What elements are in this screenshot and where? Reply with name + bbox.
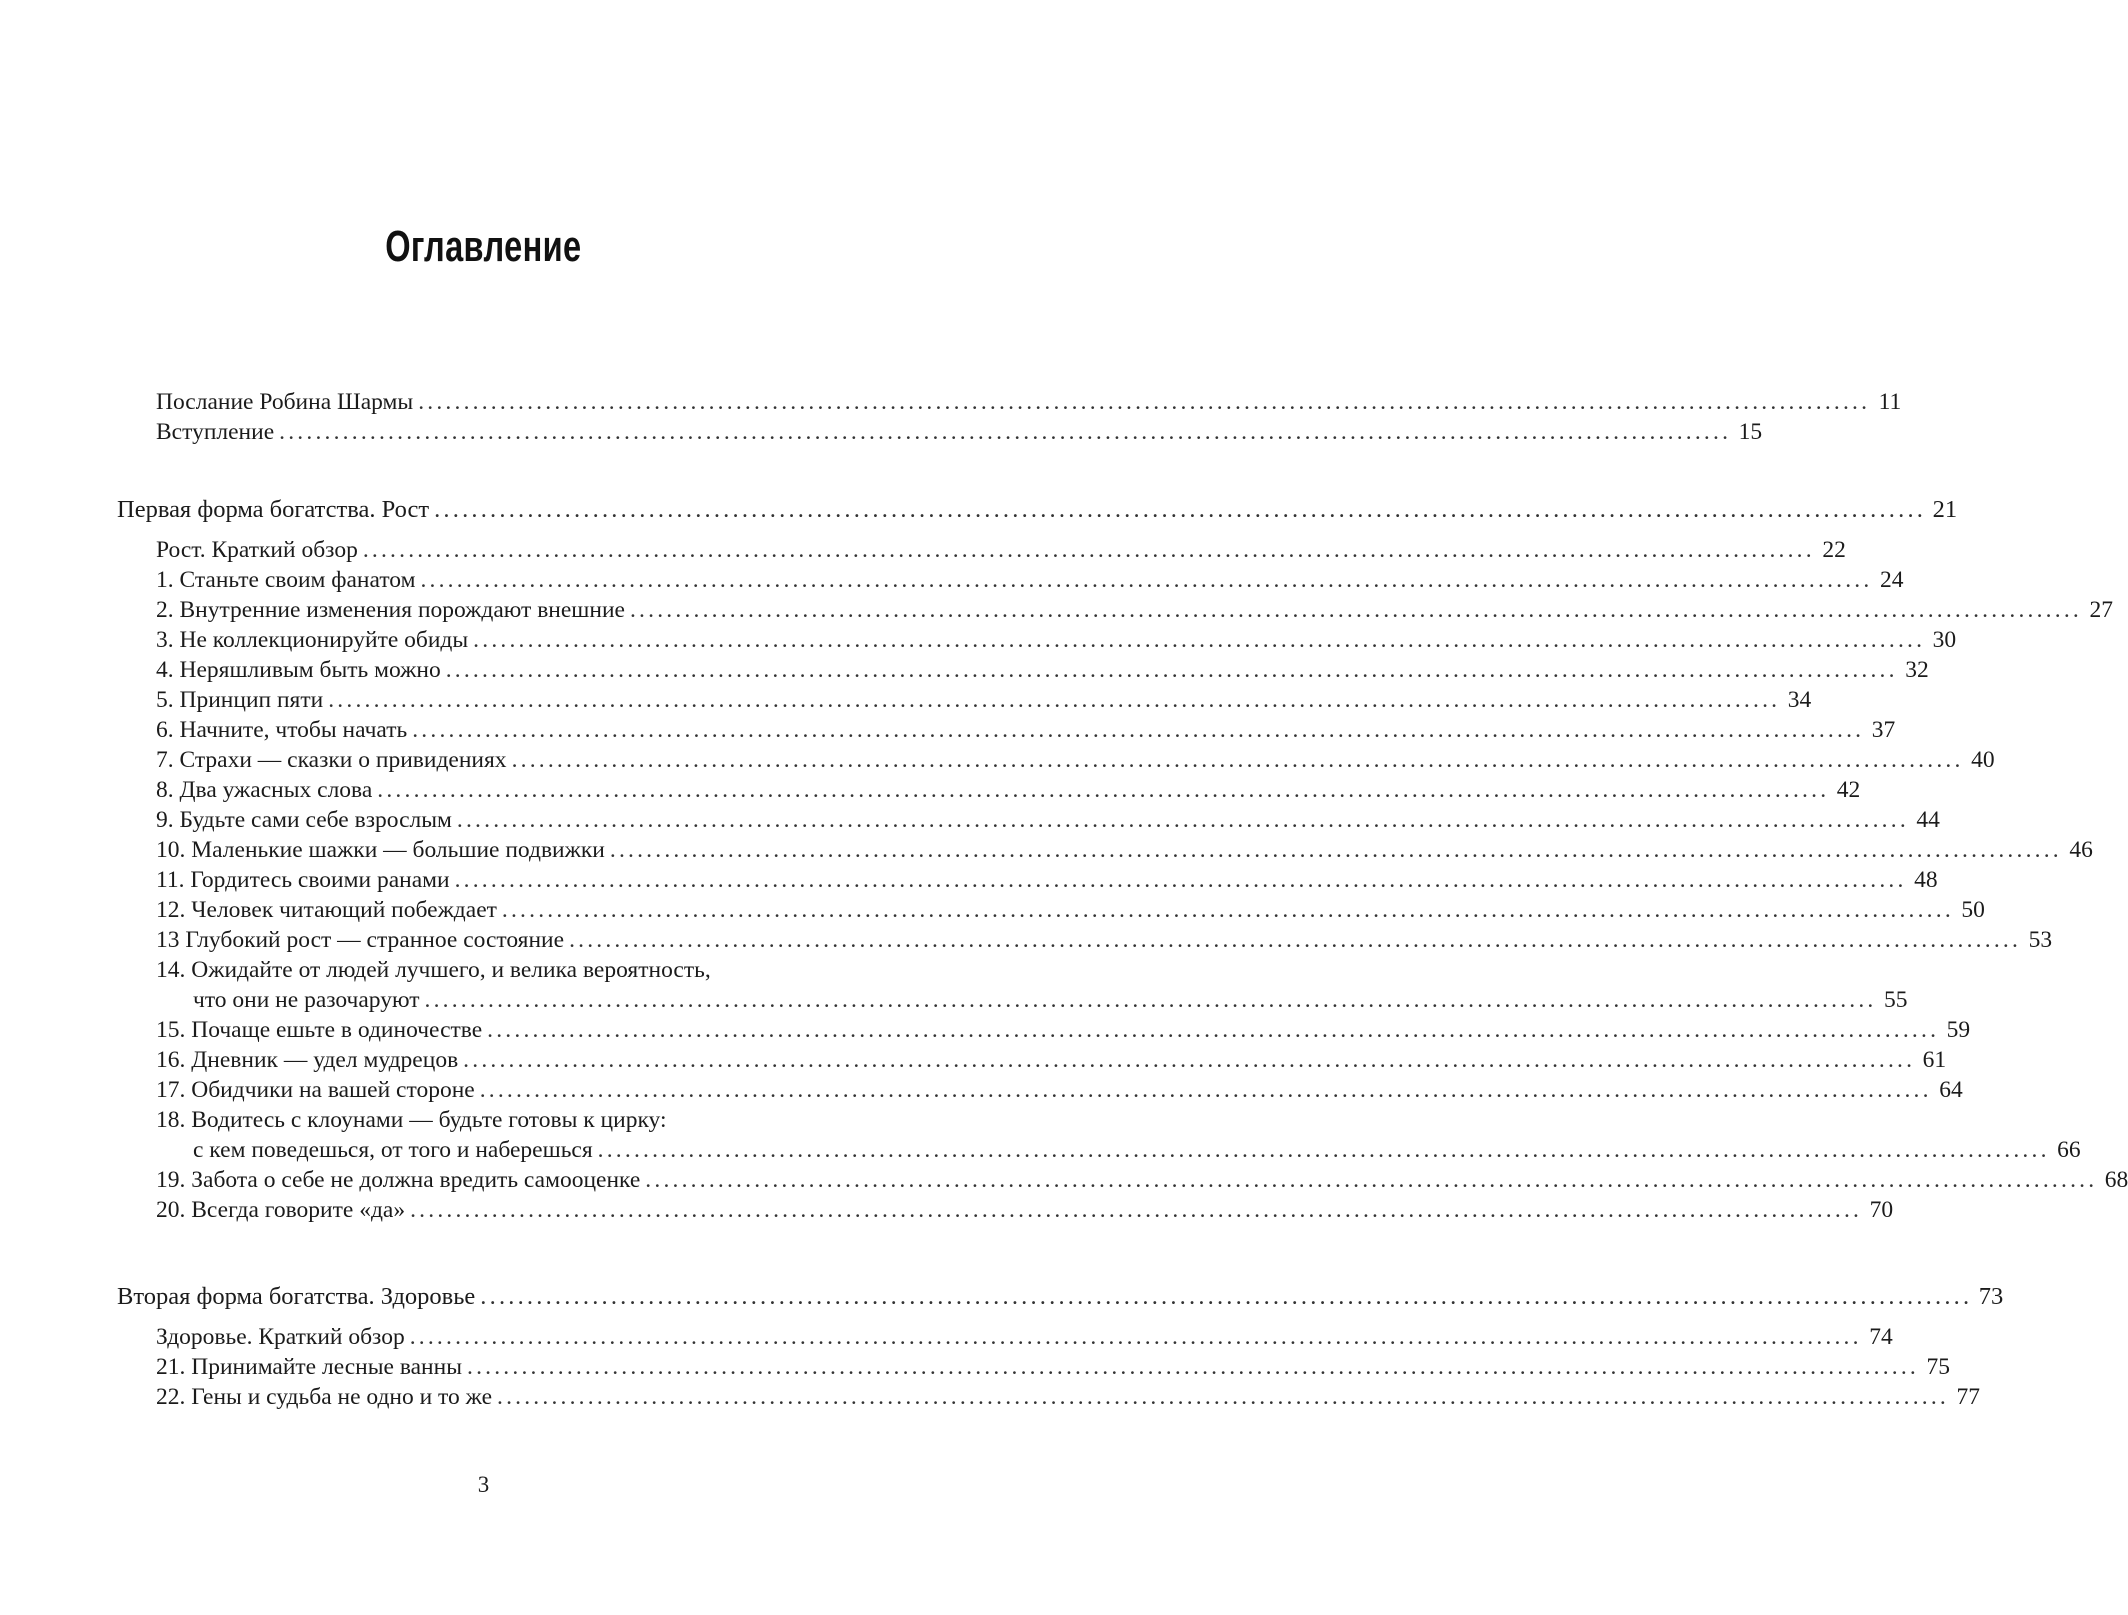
toc-entry-page: 48 xyxy=(1914,867,1938,893)
toc-entry-label: 10. Маленькие шажки — большие подвижки xyxy=(156,837,605,863)
toc-entry-multiline-first[interactable] xyxy=(156,1105,855,1135)
toc-entry-label: 20. Всегда говорите «да» xyxy=(156,1197,406,1223)
toc-entry[interactable] xyxy=(156,895,1985,925)
dot-leader: ................................................................................................................................................................ xyxy=(609,837,2062,863)
toc-entry-page: 70 xyxy=(1869,1197,1894,1223)
toc-entry-page: 68 xyxy=(2104,1167,2128,1193)
dot-leader: ................................................................................................................................................................ xyxy=(597,1137,2050,1163)
toc-entry[interactable] xyxy=(156,1322,1893,1352)
toc-entry-page: 37 xyxy=(1871,717,1896,743)
toc-entry-page: 61 xyxy=(1922,1047,1947,1073)
toc-entry-page: 46 xyxy=(2069,837,2093,863)
toc-entry-label: 14. Ожидайте от людей лучшего, и велика вероятность, xyxy=(156,957,711,983)
toc-part-heading-health[interactable] xyxy=(117,1282,2004,1312)
dot-leader: ................................................................................................................................................................ xyxy=(511,747,1964,773)
toc-entry-page: 15 xyxy=(1738,419,1763,445)
toc-entry-label: 2. Внутренние изменения порождают внешние xyxy=(156,597,625,623)
toc-entry-label: 4. Неряшливым быть можно xyxy=(156,657,441,683)
toc-entry-multiline-continuation[interactable] xyxy=(193,1135,2081,1165)
toc-entry-page: 77 xyxy=(1956,1384,1980,1410)
dot-leader: ................................................................................................................................................................ xyxy=(467,1354,1919,1380)
dot-leader: ................................................................................................................................................................ xyxy=(412,717,1865,743)
toc-entry-page: 75 xyxy=(1926,1354,1950,1380)
toc-entry[interactable] xyxy=(156,625,1957,655)
toc-entry-page: 44 xyxy=(1916,807,1940,833)
toc-entry-page: 32 xyxy=(1905,657,1929,683)
dot-leader: ................................................................................................................................................................ xyxy=(418,389,1871,415)
dot-leader: ................................................................................................................................................................ xyxy=(473,627,1926,653)
page-title: Оглавление xyxy=(385,222,582,271)
toc-entry-multiline-first[interactable] xyxy=(156,955,855,985)
toc-entry-page: 30 xyxy=(1932,627,1957,653)
toc-entry[interactable] xyxy=(156,1382,1980,1412)
toc-entry-label: Здоровье. Краткий обзор xyxy=(156,1324,405,1350)
toc-entry-page: 64 xyxy=(1939,1077,1963,1103)
toc-entry-label: 19. Забота о себе не должна вредить самооценке xyxy=(156,1167,641,1193)
toc-entry-label: 21. Принимайте лесные ванны xyxy=(156,1354,462,1380)
toc-entry-page: 27 xyxy=(2089,597,2113,623)
toc-part-page: 73 xyxy=(1978,1283,2004,1310)
toc-entry[interactable] xyxy=(156,535,1846,565)
toc-entry-page: 34 xyxy=(1787,687,1812,713)
toc-entry[interactable] xyxy=(156,865,1938,895)
dot-leader: ................................................................................................................................................................ xyxy=(487,1017,1940,1043)
toc-entry-label: 13 Глубокий рост — странное состояние xyxy=(156,927,565,953)
toc-entry-page: 40 xyxy=(1971,747,1995,773)
toc-entry-label: 12. Человек читающий побеждает xyxy=(156,897,497,923)
toc-entry[interactable] xyxy=(156,685,1812,715)
dot-leader: ................................................................................................................................................................ xyxy=(279,419,1732,445)
toc-entry-label: Рост. Краткий обзор xyxy=(156,537,358,563)
toc-entry-label: Послание Робина Шармы xyxy=(156,389,414,415)
toc-entry-label: 7. Страхи — сказки о привидениях xyxy=(156,747,507,773)
toc-entry-label-continuation: с кем поведешься, от того и наберешься xyxy=(193,1137,593,1163)
toc-entry[interactable] xyxy=(156,1045,1947,1075)
toc-part-heading-growth[interactable] xyxy=(117,495,1958,525)
toc-entry[interactable] xyxy=(156,565,1904,595)
toc-entry[interactable] xyxy=(156,925,2053,955)
dot-leader: ................................................................................................................................................................ xyxy=(497,1384,1949,1410)
toc-entry-page: 24 xyxy=(1879,567,1904,593)
dot-leader: ................................................................................................................................................................ xyxy=(328,687,1781,713)
dot-leader: ................................................................................................................................................................ xyxy=(456,807,1909,833)
toc-entry-page: 53 xyxy=(2028,927,2053,953)
page-number: 3 xyxy=(477,1472,490,1497)
toc-entry-page: 66 xyxy=(2057,1137,2081,1163)
dot-leader: ................................................................................................................................................................ xyxy=(454,867,1907,893)
toc-entry[interactable] xyxy=(156,1075,1963,1105)
toc-entry-robin-message[interactable] xyxy=(156,387,1902,417)
dot-leader: ................................................................................................................................................................ xyxy=(445,657,1898,683)
toc-entry-multiline-continuation[interactable] xyxy=(193,985,1908,1015)
toc-entry-page: 11 xyxy=(1878,389,1902,415)
toc-entry-label: 5. Принцип пяти xyxy=(156,687,324,713)
toc-entry[interactable] xyxy=(156,1352,1950,1382)
toc-entry-label: 16. Дневник — удел мудрецов xyxy=(156,1047,459,1073)
dot-leader: ................................................................................................................................................................ xyxy=(479,1077,1932,1103)
dot-leader: ................................................................................................................................................................ xyxy=(409,1324,1862,1350)
toc-entry-page: 74 xyxy=(1869,1324,1893,1350)
toc-entry-page: 22 xyxy=(1822,537,1846,563)
toc-part-label: Вторая форма богатства. Здоровье xyxy=(117,1283,476,1310)
toc-entry-label: 3. Не коллекционируйте обиды xyxy=(156,627,469,653)
toc-part-label: Первая форма богатства. Рост xyxy=(117,496,430,523)
toc-entry-page: 50 xyxy=(1961,897,1985,923)
toc-entry[interactable] xyxy=(156,1195,1894,1225)
toc-part-page: 21 xyxy=(1932,496,1958,523)
dot-leader: ................................................................................................................................................................ xyxy=(480,1283,1973,1310)
toc-entry-label: 22. Гены и судьба не одно и то же xyxy=(156,1384,492,1410)
toc-entry-introduction[interactable] xyxy=(156,417,1763,447)
toc-entry-label: 6. Начните, чтобы начать xyxy=(156,717,408,743)
dot-leader: ................................................................................................................................................................ xyxy=(463,1047,1916,1073)
toc-entry[interactable] xyxy=(156,595,2113,625)
toc-entry-label: 17. Обидчики на вашей стороне xyxy=(156,1077,475,1103)
dot-leader: ................................................................................................................................................................ xyxy=(501,897,1954,923)
toc-entry[interactable] xyxy=(156,805,1940,835)
toc-entry-label: 11. Гордитесь своими ранами xyxy=(156,867,450,893)
toc-entry-label: 15. Почаще ешьте в одиночестве xyxy=(156,1017,483,1043)
toc-entry-label: 18. Водитесь с клоунами — будьте готовы к цирку: xyxy=(156,1107,667,1133)
toc-entry-page: 59 xyxy=(1946,1017,1971,1043)
dot-leader: ................................................................................................................................................................ xyxy=(424,987,1877,1013)
dot-leader: ................................................................................................................................................................ xyxy=(420,567,1873,593)
toc-entry[interactable] xyxy=(156,1015,1971,1045)
toc-entry[interactable] xyxy=(156,835,2093,865)
toc-entry-label: 9. Будьте сами себе взрослым xyxy=(156,807,452,833)
toc-entry[interactable] xyxy=(156,775,1861,805)
toc-entry-label-continuation: что они не разочаруют xyxy=(193,987,420,1013)
toc-entry[interactable] xyxy=(156,1165,2128,1195)
dot-leader: ................................................................................................................................................................ xyxy=(569,927,2022,953)
toc-entry[interactable] xyxy=(156,715,1896,745)
toc-entry-page: 55 xyxy=(1884,987,1908,1013)
toc-entry-label: Вступление xyxy=(156,419,275,445)
toc-entry-label: 1. Станьте своим фанатом xyxy=(156,567,416,593)
toc-entry-label: 8. Два ужасных слова xyxy=(156,777,373,803)
toc-entry-page: 42 xyxy=(1836,777,1861,803)
dot-leader: ................................................................................................................................................................ xyxy=(362,537,1815,563)
dot-leader: ................................................................................................................................................................ xyxy=(410,1197,1863,1223)
toc-entry[interactable] xyxy=(156,655,1929,685)
dot-leader: ................................................................................................................................................................ xyxy=(377,777,1830,803)
dot-leader: ................................................................................................................................................................ xyxy=(645,1167,2098,1193)
toc-entry[interactable] xyxy=(156,745,1995,775)
dot-leader: ................................................................................................................................................................ xyxy=(434,496,1927,523)
dot-leader: ................................................................................................................................................................ xyxy=(629,597,2082,623)
